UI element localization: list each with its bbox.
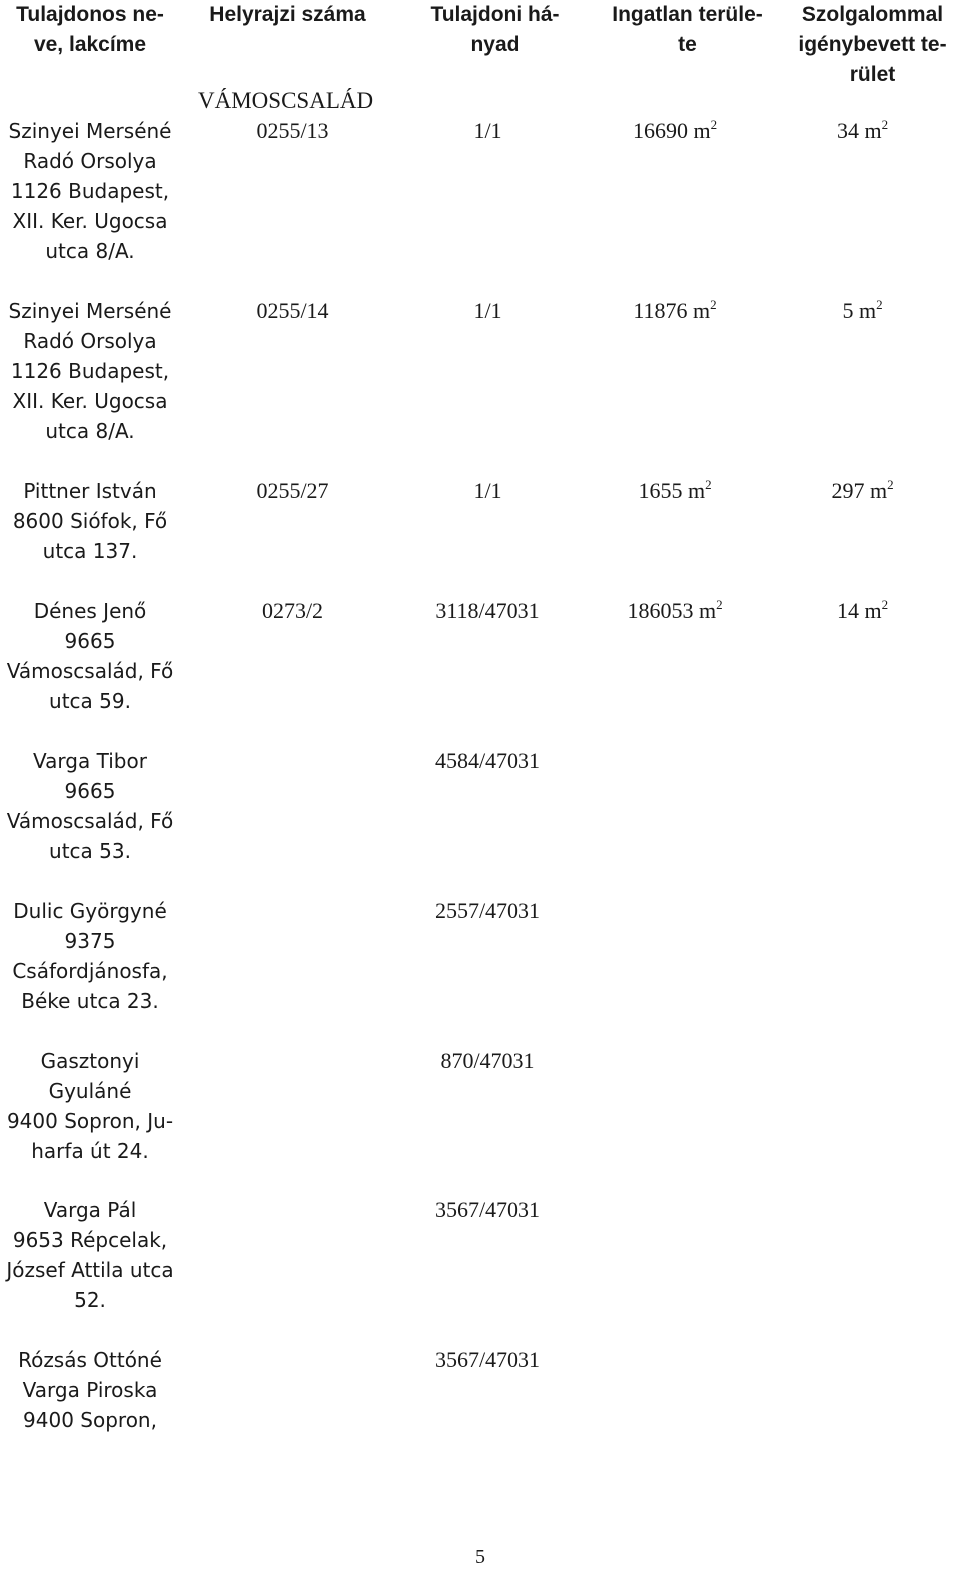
- parcel-cell: 0255/14: [256, 298, 329, 323]
- header-property-area: Ingatlan terüle- te: [612, 3, 763, 56]
- owner-cell: Szinyei Merséné Radó Orsolya 1126 Budapest, XII. Ker. Ugocsa utca 8/A.: [8, 299, 172, 443]
- settlement-name: VÁMOSCSALÁD: [198, 88, 374, 113]
- share-cell: 3567/47031: [434, 1197, 541, 1222]
- parcel-cell: 0255/13: [256, 118, 329, 143]
- share-cell: 1/1: [473, 118, 502, 143]
- share-cell: 3567/47031: [434, 1347, 541, 1372]
- service-area-cell: 14 $m^2$: [836, 597, 889, 623]
- owner-cell: Szinyei Merséné Radó Orsolya 1126 Budapest, XII. Ker. Ugocsa utca 8/A.: [8, 119, 172, 263]
- owner-cell: Dulic Györgyné 9375 Csáfordjánosfa, Béke utca 23.: [12, 899, 168, 1013]
- parcel-cell: 0255/27: [256, 478, 329, 503]
- share-cell: 1/1: [473, 298, 502, 323]
- area-cell: 16690 $m^2$: [632, 117, 718, 143]
- share-cell: 2557/47031: [434, 898, 541, 923]
- header-service-area: Szolgalommal igénybevett te- rület: [798, 3, 947, 86]
- page-number: 5: [475, 1546, 485, 1568]
- share-cell: 870/47031: [440, 1048, 535, 1073]
- service-area-cell: 34 $m^2$: [836, 117, 889, 143]
- service-area-cell: 5 $m^2$: [842, 297, 883, 323]
- area-cell: 1655 $m^2$: [638, 477, 712, 503]
- service-area-cell: 297 $m^2$: [831, 477, 894, 503]
- owner-cell: Dénes Jenő 9665 Vámoscsalád, Fő utca 59.: [6, 599, 174, 713]
- header-ownership-share: Tulajdoni há- nyad: [430, 3, 560, 56]
- owner-cell: Varga Pál 9653 Répcelak, József Attila utca 52.: [6, 1198, 174, 1312]
- owner-cell: Pittner István 8600 Siófok, Fő utca 137.: [12, 479, 168, 563]
- owner-cell: Gasztonyi Gyuláné 9400 Sopron, Ju- harfa út 24.: [6, 1049, 174, 1163]
- share-cell: 4584/47031: [434, 748, 541, 773]
- share-cell: 3118/47031: [435, 598, 540, 623]
- owner-cell: Varga Tibor 9665 Vámoscsalád, Fő utca 53.: [6, 749, 174, 863]
- parcel-cell: 0273/2: [261, 598, 324, 623]
- header-parcel-number: Helyrajzi száma: [209, 3, 366, 26]
- share-cell: 1/1: [473, 478, 502, 503]
- owner-cell: Rózsás Ottóné Varga Piroska 9400 Sopron,: [18, 1348, 162, 1432]
- area-cell: 186053 $m^2$: [627, 597, 723, 623]
- area-cell: 11876 $m^2$: [633, 297, 717, 323]
- header-owner: Tulajdonos ne- ve, lakcíme: [16, 3, 164, 56]
